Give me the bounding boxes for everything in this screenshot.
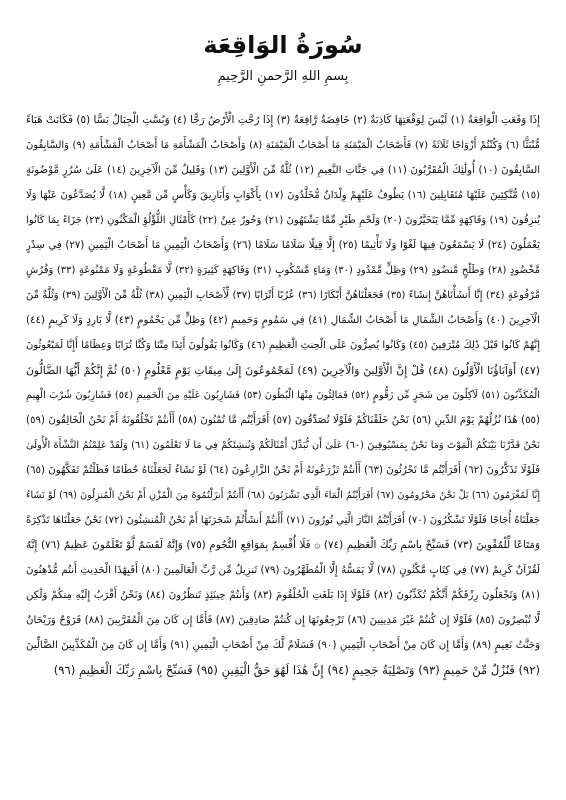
- verse-line: مُّنْبَثًّا (٦) وَكُنْتُمْ أَزْوَاجًا ثَلَاثَةً (٧) فَأَصْحَابُ الْمَيْمَنَةِ مَا أَصْحَابُ الْمَيْمَنَةِ (٨) وَأَصْحَابُ الْمَشْأَمَةِ مَا أَصْحَابُ الْمَشْأَمَةِ (٩) وَالسَّابِقُونَ: [26, 140, 540, 151]
- verse-line: وَجَنَّتُ نَعِيمٍ (٨٩) وَأَمَّا إِن كَانَ مِنْ أَصْحَابِ الْيَمِينِ (٩٠) فَسَلَامٌ لَّكَ مِنْ أَصْحَابِ الْيَمِينِ (٩١) وَأَمَّا إِن كَانَ مِنَ الْمُكَذِّبِينَ الضَّالِّينَ: [26, 640, 540, 651]
- verse-line: جَعَلْنَاهُ أُجَاجًا فَلَوْلَا تَشْكُرُونَ (٧٠) أَفَرَأَيْتُمُ النَّارَ الَّتِي تُورُونَ (٧١) أَأَنتُمْ أَنشَأْتُمْ شَجَرَتَهَا أَمْ نَحْنُ الْمُنشِئُونَ (٧٢) نَحْنُ جَعَلْنَاهَا تَذْكِرَةً: [26, 515, 540, 526]
- verse-line: (٩٢) فَنُزُلٌ مِّنْ حَمِيمٍ (٩٣) وَتَصْلِيَةُ جَحِيمٍ (٩٤) إِنَّ هَٰذَا لَهُوَ حَقُّ الْيَقِينِ (٩٥) فَسَبِّحْ بِاسْمِ رَبِّكَ الْعَظِيمِ (٩٦): [53, 663, 540, 677]
- verse-line: إِذَا وَقَعَتِ الْوَاقِعَةُ (١) لَيْسَ لِوَقْعَتِهَا كَاذِبَةٌ (٢) خَافِضَةٌ رَّافِعَةٌ (٣) إِذَا رُجَّتِ الْأَرْضُ رَجًّا (٤) وَبُسَّتِ الْجِبَالُ بَسًّا (٥) فَكَانَتْ هَبَاءً: [26, 114, 540, 126]
- verse-line: (٥٥) هَٰذَا نُزُلُهُمْ يَوْمَ الدِّينِ (٥٦) نَحْنُ خَلَقْنَاكُمْ فَلَوْلَا تُصَدِّقُونَ (٥٧) أَفَرَأَيْتُم مَّا تُمْنُونَ (٥٨) أَأَنتُمْ تَخْلُقُونَهُ أَمْ نَحْنُ الْخَالِقُونَ (٥٩): [26, 415, 540, 426]
- verse-line: وَمَتَاعًا لِّلْمُقْوِينَ (٧٣) فَسَبِّحْ بِاسْمِ رَبِّكَ الْعَظِيمِ (٧٤) ۞ فَلَا أُقْسِمُ بِمَوَاقِعِ النُّجُومِ (٧٥) وَإِنَّهُ لَقَسَمٌ لَّوْ تَعْلَمُونَ عَظِيمٌ (٧٦) إِنَّهُ: [26, 539, 540, 551]
- verse-line: لَقُرْآنٌ كَرِيمٌ (٧٧) فِي كِتَابٍ مَّكْنُونٍ (٧٨) لَّا يَمَسُّهُ إِلَّا الْمُطَهَّرُونَ (٧٩) تَنزِيلٌ مِّن رَّبِّ الْعَالَمِينَ (٨٠) أَفَبِهَٰذَا الْحَدِيثِ أَنتُم مُّدْهِنُونَ: [26, 565, 540, 576]
- verse-line: فَلَوْلَا تَذَكَّرُونَ (٦٢) أَفَرَأَيْتُم مَّا تَحْرُثُونَ (٦٣) أَأَنتُمْ تَزْرَعُونَهُ أَمْ نَحْنُ الزَّارِعُونَ (٦٤) لَوْ نَشَاءُ لَجَعَلْنَاهُ حُطَامًا فَظَلْتُمْ تَفَكَّهُونَ (٦٥): [26, 465, 540, 476]
- verse-line: لَّا تُبْصِرُونَ (٨٥) فَلَوْلَا إِن كُنتُمْ غَيْرَ مَدِينِينَ (٨٦) تَرْجِعُونَهَا إِن كُنتُمْ صَادِقِينَ (٨٧) فَأَمَّا إِن كَانَ مِنَ الْمُقَرَّبِينَ (٨٨) فَرَوْحٌ وَرَيْحَانٌ: [26, 615, 540, 626]
- verse-line: السَّابِقُونَ (١٠) أُولَٰئِكَ الْمُقَرَّبُونَ (١١) فِي جَنَّاتِ النَّعِيمِ (١٢) ثُلَّةٌ مِّنَ الْأَوَّلِينَ (١٣) وَقَلِيلٌ مِّنَ الْآخِرِينَ (١٤) عَلَىٰ سُرُرٍ مَّوْضُونَةٍ: [26, 165, 540, 176]
- verse-line: (٨١) وَتَجْعَلُونَ رِزْقَكُمْ أَنَّكُمْ تُكَذِّبُونَ (٨٢) فَلَوْلَا إِذَا بَلَغَتِ الْحُلْقُومَ (٨٣) وَأَنتُمْ حِينَئِذٍ تَنظُرُونَ (٨٤) وَنَحْنُ أَقْرَبُ إِلَيْهِ مِنكُمْ وَلَٰكِن: [26, 590, 540, 601]
- verse-line: يَعْمَلُونَ (٢٤) لَا يَسْمَعُونَ فِيهَا لَغْوًا وَلَا تَأْثِيمًا (٢٥) إِلَّا قِيلًا سَلَامًا سَلَامًا (٢٦) وَأَصْحَابُ الْيَمِينِ مَا أَصْحَابُ الْيَمِينِ (٢٧) فِي سِدْرٍ: [26, 240, 540, 251]
- verse-line: الْآخِرِينَ (٤٠) وَأَصْحَابُ الشِّمَالِ مَا أَصْحَابُ الشِّمَالِ (٤١) فِي سَمُومٍ وَحَمِيمٍ (٤٢) وَظِلٍّ مِّن يَحْمُومٍ (٤٣) لَّا بَارِدٍ وَلَا كَرِيمٍ (٤٤): [26, 315, 540, 326]
- verse-line: إِنَّهُمْ كَانُوا قَبْلَ ذَٰلِكَ مُتْرَفِينَ (٤٥) وَكَانُوا يُصِرُّونَ عَلَى الْحِنثِ الْعَظِيمِ (٤٦) وَكَانُوا يَقُولُونَ أَئِذَا مِتْنَا وَكُنَّا تُرَابًا وَعِظَامًا أَإِنَّا لَمَبْعُوثُونَ: [26, 340, 540, 351]
- verse-line: مَّخْضُودٍ (٢٨) وَطَلْحٍ مَّنضُودٍ (٢٩) وَظِلٍّ مَّمْدُودٍ (٣٠) وَمَاءٍ مَّسْكُوبٍ (٣١) وَفَاكِهَةٍ كَثِيرَةٍ (٣٢) لَّا مَقْطُوعَةٍ وَلَا مَمْنُوعَةٍ (٣٣) وَفُرُشٍ: [26, 265, 540, 276]
- verse-line: الْمُكَذِّبُونَ (٥١) لَآكِلُونَ مِن شَجَرٍ مِّن زَقُّومٍ (٥٢) فَمَالِئُونَ مِنْهَا الْبُطُونَ (٥٣) فَشَارِبُونَ عَلَيْهِ مِنَ الْحَمِيمِ (٥٤) فَشَارِبُونَ شُرْبَ الْهِيمِ: [26, 390, 540, 401]
- verse-line: يُنزِفُونَ (١٩) وَفَاكِهَةٍ مِّمَّا يَتَخَيَّرُونَ (٢٠) وَلَحْمِ طَيْرٍ مِّمَّا يَشْتَهُونَ (٢١) وَحُورٌ عِينٌ (٢٢) كَأَمْثَالِ اللُّؤْلُؤِ الْمَكْنُونِ (٢٣) جَزَاءً بِمَا كَانُوا: [26, 215, 540, 226]
- basmala: بِسمِ اللهِ الرَّحمنِ الرَّحِيمِ: [217, 69, 349, 84]
- verse-line: مَّرْفُوعَةٍ (٣٤) إِنَّا أَنشَأْنَاهُنَّ إِنشَاءً (٣٥) فَجَعَلْنَاهُنَّ أَبْكَارًا (٣٦) عُرُبًا أَتْرَابًا (٣٧) لِّأَصْحَابِ الْيَمِينِ (٣٨) ثُلَّةٌ مِّنَ الْأَوَّلِينَ (٣٩) وَثُلَّةٌ مِّنَ: [26, 290, 540, 301]
- surah-title: سُورَةُ الوَاقِعَة: [203, 31, 363, 59]
- verse-line: (٤٧) أَوَآبَاؤُنَا الْأَوَّلُونَ (٤٨) قُلْ إِنَّ الْأَوَّلِينَ وَالْآخِرِينَ (٤٩) لَمَجْمُوعُونَ إِلَىٰ مِيقَاتِ يَوْمٍ مَّعْلُومٍ (٥٠) ثُمَّ إِنَّكُمْ أَيُّهَا الضَّالُّونَ: [26, 364, 540, 377]
- verse-line: إِنَّا لَمُغْرَمُونَ (٦٦) بَلْ نَحْنُ مَحْرُومُونَ (٦٧) أَفَرَأَيْتُمُ الْمَاءَ الَّذِي تَشْرَبُونَ (٦٨) أَأَنتُمْ أَنزَلْتُمُوهُ مِنَ الْمُزْنِ أَمْ نَحْنُ الْمُنزِلُونَ (٦٩) لَوْ نَشَاءُ: [26, 490, 540, 501]
- verse-line: نَحْنُ قَدَّرْنَا بَيْنَكُمُ الْمَوْتَ وَمَا نَحْنُ بِمَسْبُوقِينَ (٦٠) عَلَىٰ أَن نُّبَدِّلَ أَمْثَالَكُمْ وَنُنشِئَكُمْ فِي مَا لَا تَعْلَمُونَ (٦١) وَلَقَدْ عَلِمْتُمُ النَّشْأَةَ الْأُولَىٰ: [26, 440, 540, 451]
- verse-body: [26, 108, 540, 683]
- verse-line: (١٥) مُّتَّكِئِينَ عَلَيْهَا مُتَقَابِلِينَ (١٦) يَطُوفُ عَلَيْهِمْ وِلْدَانٌ مُّخَلَّدُونَ (١٧) بِأَكْوَابٍ وَأَبَارِيقَ وَكَأْسٍ مِّن مَّعِينٍ (١٨) لَّا يُصَدَّعُونَ عَنْهَا وَلَا: [26, 190, 540, 201]
